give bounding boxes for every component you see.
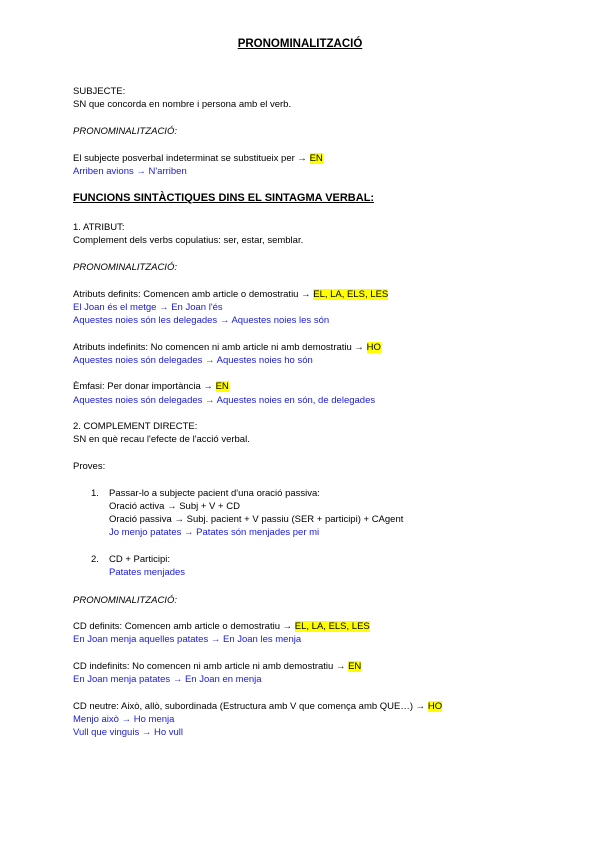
cd-desc: SN en què recau l'efecte de l'acció verbal.	[73, 434, 250, 445]
cd-proves-label: Proves:	[73, 461, 106, 472]
cd-definits	[73, 621, 370, 633]
subjecte-rule-text: El subjecte posverbal indeterminat se substitueix per →	[73, 153, 307, 164]
prova-1-line-1: Oració activa → Subj + V + CD	[109, 501, 240, 512]
atribut-emfasi-example: Aquestes noies són delegades → Aquestes noies en són, de delegades	[73, 395, 376, 406]
subjecte-rule-highlight: EN	[309, 153, 323, 164]
funcions-heading: FUNCIONS SINTÀCTIQUES DINS EL SINTAGMA VERBAL:	[73, 192, 375, 204]
cd-indefinits-text: CD indefinits: No comencen ni amb article ni amb demostratiu →	[73, 661, 346, 672]
cd-definits-highlight: EL, LA, ELS, LES	[294, 621, 370, 632]
atribut-desc: Complement dels verbs copulatius: ser, estar, semblar.	[73, 235, 304, 246]
cd-definits-example: En Joan menja aquelles patates → En Joan les menja	[73, 634, 302, 645]
atribut-definits-highlight: EL, LA, ELS, LES	[313, 289, 389, 300]
cd-neutre-example-2: Vull que vinguis → Ho vull	[73, 727, 184, 738]
cd-neutre	[73, 701, 442, 713]
prova-2-example: Patates menjades	[109, 567, 186, 578]
subjecte-example: Arriben avions → N'arriben	[73, 166, 187, 177]
cd-indefinits-example: En Joan menja patates → En Joan en menja	[73, 674, 262, 685]
atribut-heading: 1. ATRIBUT:	[73, 222, 125, 233]
atribut-indefinits	[73, 342, 381, 354]
prova-1-number: 1.	[91, 488, 99, 499]
prova-1-line-2: Oració passiva → Subj. pacient + V passiu (SER + participi) + CAgent	[109, 514, 404, 525]
cd-indefinits	[73, 661, 361, 673]
atribut-emfasi	[73, 381, 229, 393]
subjecte-heading: SUBJECTE:	[73, 86, 126, 97]
cd-neutre-text: CD neutre: Això, allò, subordinada (Estructura amb V que comença amb QUE…) →	[73, 701, 426, 712]
prova-2-title: CD + Participi:	[109, 554, 170, 565]
cd-definits-text: CD definits: Comencen amb article o demostratiu →	[73, 621, 293, 632]
prova-2-number: 2.	[91, 554, 99, 565]
subjecte-pron-label: PRONOMINALITZACIÓ:	[73, 126, 177, 137]
atribut-pron-label: PRONOMINALITZACIÓ:	[73, 262, 177, 273]
atribut-indefinits-highlight: HO	[366, 342, 381, 353]
cd-indefinits-highlight: EN	[348, 661, 362, 672]
cd-neutre-highlight: HO	[427, 701, 443, 712]
atribut-indefinits-text: Atributs indefinits: No comencen ni amb article ni amb demostratiu →	[73, 342, 364, 353]
cd-neutre-example-1: Menjo això → Ho menja	[73, 714, 175, 725]
atribut-emfasi-highlight: EN	[215, 381, 229, 392]
subjecte-rule	[73, 153, 323, 165]
cd-heading: 2. COMPLEMENT DIRECTE:	[73, 421, 198, 432]
atribut-definits-text: Atributs definits: Comencen amb article o demostratiu →	[73, 289, 311, 300]
subjecte-desc: SN que concorda en nombre i persona amb el verb.	[73, 99, 292, 110]
prova-1-example: Jo menjo patates → Patates són menjades per mi	[109, 527, 320, 538]
cd-pron-label: PRONOMINALITZACIÓ:	[73, 595, 177, 606]
prova-1-title: Passar-lo a subjecte pacient d'una oració passiva:	[109, 488, 320, 499]
atribut-definits-example-1: El Joan és el metge → En Joan l'és	[73, 302, 223, 313]
atribut-definits	[73, 289, 388, 301]
atribut-emfasi-text: Èmfasi: Per donar importància →	[73, 381, 213, 392]
atribut-indefinits-example: Aquestes noies són delegades → Aquestes noies ho són	[73, 355, 313, 366]
atribut-definits-example-2: Aquestes noies són les delegades → Aquestes noies les són	[73, 315, 330, 326]
page-title: PRONOMINALITZACIÓ	[237, 38, 363, 50]
